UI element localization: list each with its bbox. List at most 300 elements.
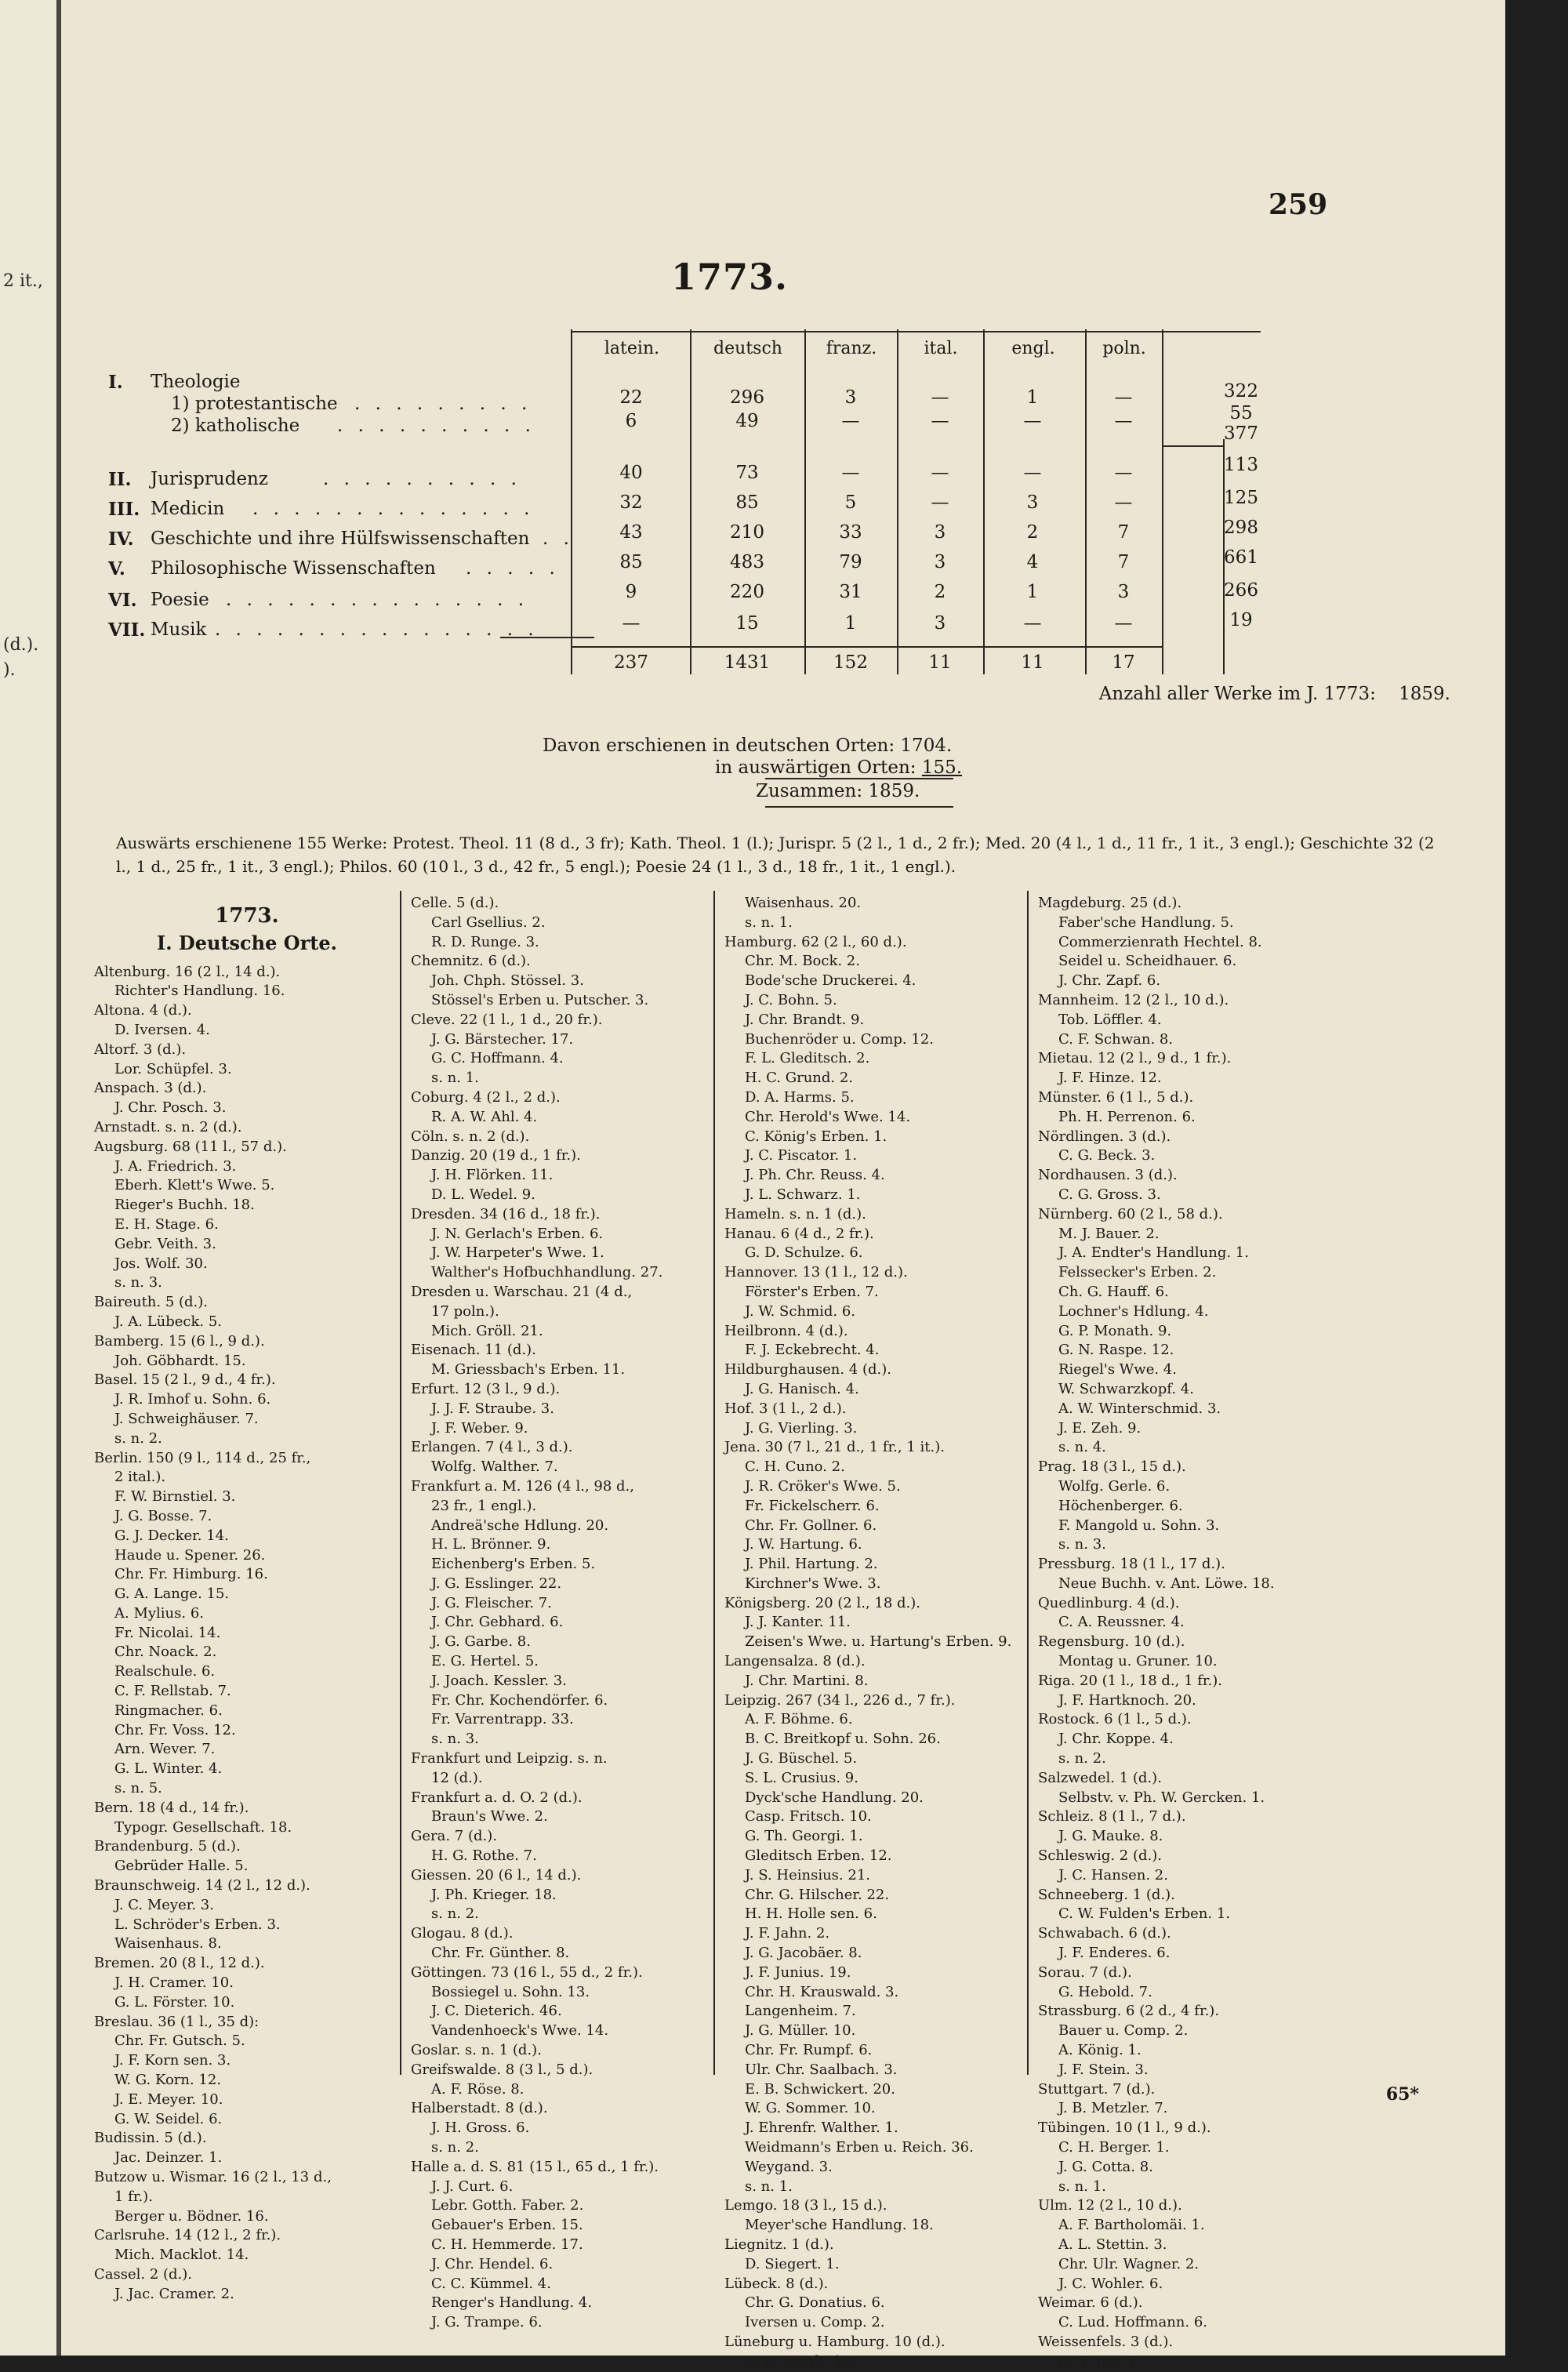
publisher-entry: s. n. 1. <box>1058 2178 1106 2195</box>
publisher-entry: Kirchner's Wwe. 3. <box>745 1575 881 1592</box>
column-total: 152 <box>833 652 868 673</box>
group-label: Theologie <box>151 372 241 392</box>
publisher-entry: J. F. Jahn. 2. <box>745 1925 830 1942</box>
publisher-entry: C. F. Schwan. 8. <box>1058 1030 1174 1048</box>
cell: 7 <box>1117 552 1130 572</box>
publisher-entry: Buchenröder u. Comp. 12. <box>745 1030 934 1048</box>
previous-page-edge <box>0 0 56 2356</box>
city-entry: Goslar. s. n. 1 (d.). <box>411 2042 542 2059</box>
city-entry: Prag. 18 (3 l., 15 d.). <box>1038 1458 1186 1476</box>
publisher-entry: J. F. Enderes. 6. <box>1058 1945 1171 1962</box>
publisher-entry: J. G. Trampe. 6. <box>431 2314 543 2331</box>
cell: 73 <box>735 463 759 483</box>
publisher-entry: Wolfg. Gerle. 6. <box>1058 1477 1171 1495</box>
city-entry: Butzow u. Wismar. 16 (2 l., 13 d., <box>94 2169 332 2185</box>
publisher-entry: s. n. 5. <box>114 1780 162 1797</box>
publisher-entry: J. Chr. Gebhard. 6. <box>431 1614 564 1631</box>
cell: 15 <box>735 613 759 634</box>
city-entry: Basel. 15 (2 l., 9 d., 4 fr.). <box>94 1371 276 1389</box>
lang-header: latein. <box>604 339 660 358</box>
publisher-entry: Joh. Göbhardt. 15. <box>114 1352 246 1369</box>
publisher-entry: Langenheim. 7. <box>745 2003 856 2020</box>
leader-dots: . . . . . . . . . . . . . . <box>252 499 535 519</box>
foreign-places-label: in auswärtigen Orten: <box>715 757 916 778</box>
publisher-entry: C. G. Gross. 3. <box>1058 1186 1161 1203</box>
cell: — <box>1114 387 1133 408</box>
foreign-places <box>715 757 962 778</box>
publisher-entry: J. C. Bohn. 5. <box>745 991 837 1008</box>
publisher-entry: J. Joach. Kessler. 3. <box>431 1672 567 1689</box>
cell: 210 <box>730 522 764 543</box>
publisher-entry: C. H. Berger. 1. <box>1058 2139 1170 2156</box>
publisher-entry: J. F. Stein. 3. <box>1058 2061 1149 2078</box>
cell: — <box>1023 613 1042 634</box>
publisher-entry: Haude u. Spener. 26. <box>114 1546 266 1564</box>
group-roman: III. <box>108 499 140 520</box>
group-label: Poesie <box>151 590 209 610</box>
publisher-entry: J. Chr. Zapf. 6. <box>1058 972 1161 990</box>
city-entry: Altorf. 3 (d.). <box>94 1041 187 1058</box>
cell: 1 <box>1026 387 1039 408</box>
city-entry: Magdeburg. 25 (d.). <box>1038 895 1182 911</box>
publisher-entry: J. G. Bosse. 7. <box>114 1507 212 1524</box>
publisher-entry: D. Iversen. 4. <box>114 1021 210 1038</box>
publisher-entry: Joh. Chph. Stössel. 3. <box>431 972 584 990</box>
publisher-entry: C. Lud. Hoffmann. 6. <box>1058 2314 1208 2331</box>
column-total: 11 <box>928 652 952 673</box>
publisher-entry: Chr. Fr. Gutsch. 5. <box>114 2032 245 2050</box>
cell: 22 <box>619 387 643 408</box>
publisher-entry: J. W. Hartung. 6. <box>745 1536 862 1553</box>
city-entry: Sorau. 7 (d.). <box>1038 1963 1132 1981</box>
publisher-entry: G. L. Winter. 4. <box>114 1760 223 1778</box>
publisher-entry: J. H. Cramer. 10. <box>114 1974 234 1992</box>
publisher-entry: J. F. Korn sen. 3. <box>114 2052 231 2069</box>
city-entry: Schwabach. 6 (d.). <box>1038 1925 1171 1942</box>
city-entry: Frankfurt a. M. 126 (4 l., 98 d., <box>411 1477 634 1495</box>
publisher-entry: J. G. Müller. 10. <box>745 2022 856 2040</box>
city-entry: Königsberg. 20 (2 l., 18 d.). <box>724 1594 921 1611</box>
publisher-entry: J. H. Gross. 6. <box>431 2120 530 2137</box>
year-title: 1773. <box>671 256 789 298</box>
city-entry: Hamburg. 62 (2 l., 60 d.). <box>724 933 907 950</box>
publisher-entry: J. E. Zeh. 9. <box>1058 1419 1142 1437</box>
page-number: 259 <box>1269 188 1328 221</box>
city-entry: Strassburg. 6 (2 d., 4 fr.). <box>1038 2003 1220 2020</box>
publisher-entry: H. G. Rothe. 7. <box>431 1847 537 1865</box>
publisher-entry: J. Chr. Koppe. 4. <box>1058 1731 1174 1748</box>
city-entry: Halle a. d. S. 81 (15 l., 65 d., 1 fr.). <box>411 2158 659 2175</box>
city-entry: Breslau. 36 (1 l., 35 d): <box>94 2013 260 2030</box>
publisher-entry: F. L. Gleditsch. 2. <box>745 1050 870 1067</box>
publisher-entry: M. Griessbach's Erben. 11. <box>431 1361 626 1379</box>
publisher-entry: J. J. F. Straube. 3. <box>431 1400 554 1417</box>
city-entry: Frankfurt und Leipzig. s. n. <box>411 1750 608 1767</box>
city-entry: Nürnberg. 60 (2 l., 58 d.). <box>1038 1205 1223 1222</box>
publisher-entry: J. A. Lübeck. 5. <box>114 1313 223 1330</box>
cell: — <box>841 411 860 431</box>
city-entry: Dresden. 34 (16 d., 18 fr.). <box>411 1205 601 1222</box>
row-total: 125 <box>1224 488 1258 508</box>
city-entry: Celle. 5 (d.). <box>411 895 499 911</box>
group-label: Musik <box>151 619 207 640</box>
publisher-entry: Jos. Wolf. 30. <box>114 1255 208 1272</box>
publisher-entry: J. F. Hinze. 12. <box>1058 1070 1162 1087</box>
publisher-entry: s. n. 1. <box>745 2178 793 2195</box>
lang-header: deutsch <box>713 339 782 358</box>
publisher-entry: J. F. Hartknoch. 20. <box>1058 1691 1196 1709</box>
publisher-entry: J. Chr. Brandt. 9. <box>745 1011 865 1028</box>
publisher-entry: s. n. 1. <box>431 1070 479 1087</box>
cell: 2 <box>1026 522 1039 543</box>
cell: 3 <box>844 387 857 408</box>
publisher-entry: Chr. Fr. Voss. 12. <box>114 1721 236 1738</box>
publisher-entry: R. D. Runge. 3. <box>431 933 539 950</box>
cell: — <box>622 613 641 634</box>
publisher-entry: Richter's Handlung. 16. <box>114 983 285 1000</box>
publisher-entry: G. Th. Georgi. 1. <box>745 1828 863 1845</box>
foreign-works-summary: Auswärts erschienene 155 Werke: Protest. Theol. 11 (8 d., 3 fr); Kath. Theol. 1 (l.); Jurispr. 5 (2 l., 1 d., 2 fr.); Med. 20 (4 l., 1 d., 11 fr., 1 it., 3 engl.); Geschichte 32 (2 l., 1 d., 25 fr., 1 it., 3 engl.); Philos. 60 (10 l., 3 d., 42 fr., 5 engl.); Poesie 24 (1 l., 3 d., 18 fr., 1 it., 1 engl.). <box>116 834 1435 876</box>
city-entry: Leipzig. 267 (34 l., 226 d., 7 fr.). <box>724 1691 956 1709</box>
lang-header: engl. <box>1011 339 1055 358</box>
publisher-entry: J. B. Metzler. 7. <box>1058 2100 1168 2117</box>
cell: — <box>1114 613 1133 634</box>
publisher-entry: W. Schwarzkopf. 4. <box>1058 1380 1194 1397</box>
city-entry: Schleiz. 8 (1 l., 7 d.). <box>1038 1808 1186 1825</box>
publisher-entry: G. N. Raspe. 12. <box>1058 1342 1174 1359</box>
city-entry: Gera. 7 (d.). <box>411 1828 497 1845</box>
cell: 3 <box>1117 582 1130 602</box>
publisher-entry: D. Siegert. 1. <box>745 2255 840 2272</box>
publisher-entry: J. W. Schmid. 6. <box>745 1302 856 1320</box>
cell: — <box>1114 463 1133 483</box>
publisher-entry: J. F. Weber. 9. <box>431 1419 528 1437</box>
publisher-entry: J. C. Meyer. 3. <box>114 1896 214 1913</box>
leader-dots: . . <box>543 529 574 549</box>
publisher-entry: R. A. W. Ahl. 4. <box>431 1108 538 1125</box>
publisher-entry: E. G. Hertel. 5. <box>431 1653 539 1670</box>
city-entry: Lüneburg u. Hamburg. 10 (d.). <box>724 2333 946 2350</box>
publisher-entry: Mich. Macklot. 14. <box>114 2247 249 2264</box>
publisher-entry: J. A. Friedrich. 3. <box>114 1157 237 1175</box>
publisher-entry: J. G. Cotta. 8. <box>1058 2158 1153 2175</box>
publisher-entry: 17 poln.). <box>431 1302 499 1320</box>
city-entry: Baireuth. 5 (d.). <box>94 1294 209 1311</box>
publisher-entry: s. n. 3. <box>431 1731 479 1748</box>
publisher-entry: Fr. Chr. Kochendörfer. 6. <box>431 1691 608 1709</box>
publisher-entry: Realschule. 6. <box>114 1663 216 1680</box>
publisher-entry: Lochner's Hdlung. 4. <box>1058 1302 1209 1320</box>
city-entry: Münster. 6 (1 l., 5 d.). <box>1038 1088 1194 1106</box>
publisher-entry: Jac. Deinzer. 1. <box>114 2149 223 2167</box>
cell: 3 <box>934 522 946 543</box>
publisher-entry: J. G. Jacobäer. 8. <box>745 1945 862 1962</box>
column-total: 17 <box>1112 652 1135 673</box>
lang-header: poln. <box>1102 339 1146 358</box>
publisher-entry: Meyer'sche Handlung. 18. <box>745 2217 934 2234</box>
publisher-entry: s. n. 1. <box>745 914 793 931</box>
margin-fragment: ). <box>3 660 16 680</box>
publisher-entry: J. A. Endter's Handlung. 1. <box>1058 1244 1249 1262</box>
city-entry: Bamberg. 15 (6 l., 9 d.). <box>94 1332 265 1349</box>
cell: 40 <box>619 463 643 483</box>
city-entry: Weissenfels. 3 (d.). <box>1038 2333 1174 2350</box>
works-total-label: Anzahl aller Werke im J. 1773: <box>1098 684 1376 704</box>
publisher-entry: G. A. Lange. 15. <box>114 1586 230 1603</box>
publisher-entry: C. H. Cuno. 2. <box>745 1458 845 1476</box>
publisher-entry: J. H. Flörken. 11. <box>431 1167 554 1184</box>
city-entry: Weimar. 6 (d.). <box>1038 2294 1143 2312</box>
publisher-entry: Carl Gsellius. 2. <box>431 914 546 931</box>
publisher-entry: J. G. Mauke. 8. <box>1058 1828 1163 1845</box>
publisher-entry: J. G. Bärstecher. 17. <box>431 1030 574 1048</box>
row-total: 266 <box>1224 580 1258 601</box>
publisher-entry: A. F. Bartholomäi. 1. <box>1058 2217 1205 2234</box>
publisher-entry: Waisenhaus. 8. <box>114 1935 222 1952</box>
cell: — <box>1023 463 1042 483</box>
cell: 79 <box>839 552 862 572</box>
publisher-entry: J. Ehrenfr. Walther. 1. <box>745 2120 898 2137</box>
publisher-entry: 2 ital.). <box>114 1469 166 1486</box>
city-entry: Lübeck. 8 (d.). <box>724 2275 829 2292</box>
publisher-entry: C. C. Kümmel. 4. <box>431 2275 551 2292</box>
city-entry: Danzig. 20 (19 d., 1 fr.). <box>411 1147 581 1164</box>
city-entry: Braunschweig. 14 (2 l., 12 d.). <box>94 1877 310 1894</box>
margin-fragment: 2 it., <box>3 271 43 291</box>
city-entry: Altenburg. 16 (2 l., 14 d.). <box>94 963 281 980</box>
publisher-column-3 <box>724 894 1030 2372</box>
publisher-entry: Felssecker's Erben. 2. <box>1058 1264 1217 1281</box>
publisher-entry: J. J. Curt. 6. <box>431 2178 514 2195</box>
publisher-entry: Chr. Herold's Wwe. 14. <box>745 1108 911 1125</box>
publisher-entry: Weidmann's Erben u. Reich. 36. <box>745 2139 974 2156</box>
row-total: 661 <box>1224 547 1258 568</box>
publisher-entry: G. L. Förster. 10. <box>114 1993 235 2011</box>
row-total: 19 <box>1229 610 1253 630</box>
city-entry: Giessen. 20 (6 l., 14 d.). <box>411 1866 582 1883</box>
publisher-entry: s. n. 2. <box>1058 1750 1106 1767</box>
publisher-entry: J. C. Wohler. 6. <box>1058 2275 1163 2292</box>
publisher-entry: Höchenberger. 6. <box>1058 1497 1183 1514</box>
german-places-label: Davon erschienen in deutschen Orten: <box>543 736 895 756</box>
city-entry: Tübingen. 10 (1 l., 9 d.). <box>1038 2120 1211 2137</box>
city-entry: Berlin. 150 (9 l., 114 d., 25 fr., <box>94 1449 311 1466</box>
column-total: 11 <box>1021 652 1044 673</box>
city-entry: Glogau. 8 (d.). <box>411 1925 514 1942</box>
column-total: 1431 <box>724 652 771 673</box>
city-entry: Nördlingen. 3 (d.). <box>1038 1128 1171 1145</box>
publisher-entry: Chr. Noack. 2. <box>114 1644 217 1661</box>
publisher-entry: Zeisen's Wwe. u. Hartung's Erben. 9. <box>745 1633 1012 1651</box>
city-entry: Pressburg. 18 (1 l., 17 d.). <box>1038 1556 1225 1573</box>
publisher-entry: G. Hebold. 7. <box>1058 1983 1152 2000</box>
cell: 1 <box>1026 582 1039 602</box>
german-places <box>543 736 952 756</box>
publisher-entry: H. C. Grund. 2. <box>745 1070 854 1087</box>
publisher-entry: J. R. Cröker's Wwe. 5. <box>745 1477 901 1495</box>
publisher-entry: B. C. Breitkopf u. Sohn. 26. <box>745 1731 941 1748</box>
city-entry: Mannheim. 12 (2 l., 10 d.). <box>1038 991 1229 1008</box>
german-places-value: 1704. <box>900 736 953 756</box>
publisher-entry: S. L. Crusius. 9. <box>745 1769 858 1786</box>
publisher-entry: Gebr. Veith. 3. <box>114 1235 216 1252</box>
publisher-entry: s. n. 4. <box>1058 1439 1106 1456</box>
cell: 220 <box>730 582 764 602</box>
publisher-entry: Chr. Ulr. Wagner. 2. <box>1058 2255 1200 2272</box>
publisher-entry: L. Schröder's Erben. 3. <box>114 1916 281 1933</box>
publisher-entry: G. C. Berth. 10. <box>745 2352 856 2370</box>
group-label: Philosophische Wissenschaften <box>151 558 436 579</box>
group-label: Medicin <box>151 499 225 519</box>
publisher-column-2 <box>411 894 717 2333</box>
publisher-entry: J. G. Hanisch. 4. <box>745 1380 859 1397</box>
publisher-entry: Chr. Fr. Gollner. 6. <box>745 1517 877 1534</box>
city-entry: Lemgo. 18 (3 l., 15 d.). <box>724 2197 887 2214</box>
publisher-entry: A. König. 1. <box>1058 2042 1142 2059</box>
subrow-label: 1) protestantische <box>171 394 338 414</box>
publisher-entry: 23 fr., 1 engl.). <box>431 1497 537 1514</box>
publisher-entry: Chr. Fr. Rumpf. 6. <box>745 2042 873 2059</box>
publisher-entry: J. J. Kanter. 11. <box>745 1614 851 1631</box>
publisher-entry: G. C. Hoffmann. 4. <box>431 1050 564 1067</box>
publisher-entry: J. Chr. Hendel. 6. <box>431 2255 554 2272</box>
city-entry: Liegnitz. 1 (d.). <box>724 2236 834 2253</box>
publisher-entry: E. H. Stage. 6. <box>114 1215 219 1233</box>
publisher-entry: Stössel's Erben u. Putscher. 3. <box>431 991 649 1008</box>
group-roman: VII. <box>108 619 146 641</box>
column-total: 237 <box>614 652 648 673</box>
city-entry: Schneeberg. 1 (d.). <box>1038 1886 1175 1903</box>
publisher-entry: J. S. Heinsius. 21. <box>745 1866 870 1883</box>
cell: — <box>841 463 860 483</box>
city-entry: Brandenburg. 5 (d.). <box>94 1838 241 1855</box>
publisher-entry: Bossiegel u. Sohn. 13. <box>431 1983 590 2000</box>
group-label: Geschichte und ihre Hülfswissenschaften <box>151 529 530 549</box>
cell: 85 <box>735 492 759 513</box>
publisher-entry: C. A. Reussner. 4. <box>1058 1614 1185 1631</box>
publisher-entry: H. H. Holle sen. 6. <box>745 1905 877 1923</box>
cell: 5 <box>844 492 857 513</box>
city-entry: Halberstadt. 8 (d.). <box>411 2100 548 2117</box>
publisher-entry: D. A. Harms. 5. <box>745 1088 855 1106</box>
publisher-entry: Berger u. Bödner. 16. <box>114 2207 269 2225</box>
publisher-entry: Renger's Handlung. 4. <box>431 2294 593 2312</box>
city-entry: Eisenach. 11 (d.). <box>411 1342 536 1359</box>
leader-dots: . . . . . . . . . . <box>337 416 535 436</box>
group-roman: I. <box>108 372 123 393</box>
publisher-entry: Fr. Nicolai. 14. <box>114 1624 221 1641</box>
publisher-entry: J. Phil. Hartung. 2. <box>745 1556 878 1573</box>
leader-dots: . . . . . . . . . . <box>323 469 521 489</box>
publisher-entry: Seidel u. Scheidhauer. 6. <box>1058 953 1237 970</box>
cell: 483 <box>730 552 764 572</box>
city-entry: Hanau. 6 (4 d., 2 fr.). <box>724 1225 874 1242</box>
cell: 4 <box>1026 552 1039 572</box>
publisher-entry: Selbstv. v. Ph. W. Gercken. 1. <box>1058 1789 1265 1806</box>
publisher-entry: Wolfg. Walther. 7. <box>431 1458 558 1476</box>
publisher-entry: J. Ph. Chr. Reuss. 4. <box>745 1167 885 1184</box>
cell: 9 <box>625 582 637 602</box>
city-entry: Göttingen. 73 (16 l., 55 d., 2 fr.). <box>411 1963 643 1981</box>
publisher-entry: Eberh. Klett's Wwe. 5. <box>114 1177 275 1194</box>
publisher-entry: Gebauer's Erben. 15. <box>431 2217 583 2234</box>
publisher-entry: Riegel's Wwe. 4. <box>1058 1361 1177 1379</box>
city-entry: Cassel. 2 (d.). <box>94 2265 193 2283</box>
publisher-entry: J. F. Junius. 19. <box>745 1963 851 1981</box>
places-sum <box>756 781 920 801</box>
city-entry: Coburg. 4 (2 l., 2 d.). <box>411 1088 561 1106</box>
lang-header: franz. <box>826 339 877 358</box>
publisher-column-4 <box>1038 894 1344 2372</box>
publisher-entry: Walther's Hofbuchhandlung. 27. <box>431 1264 663 1281</box>
publisher-entry: G. D. Schulze. 6. <box>745 1244 863 1262</box>
city-entry: Cöln. s. n. 2 (d.). <box>411 1128 530 1145</box>
publisher-entry: Montag u. Gruner. 10. <box>1058 1653 1218 1670</box>
publisher-entry: Ulr. Chr. Saalbach. 3. <box>745 2061 898 2078</box>
publisher-entry: J. E. Meyer. 10. <box>114 2090 223 2108</box>
publisher-entry: F. J. Eckebrecht. 4. <box>745 1342 880 1359</box>
margin-fragment: (d.). <box>3 635 39 655</box>
list-heading: I. Deutsche Orte. <box>156 931 337 954</box>
publisher-entry: Commerzienrath Hechtel. 8. <box>1058 933 1262 950</box>
city-entry: Langensalza. 8 (d.). <box>724 1653 866 1670</box>
city-entry: Budissin. 5 (d.). <box>94 2130 207 2147</box>
publisher-entry: Braun's Wwe. 2. <box>431 1808 548 1825</box>
publisher-entry: Typogr. Gesellschaft. 18. <box>114 1818 292 1836</box>
publisher-entry: Andreä'sche Hdlung. 20. <box>431 1517 609 1534</box>
publisher-entry: J. C. Piscator. 1. <box>745 1147 858 1164</box>
publisher-entry: J. N. Gerlach's Erben. 6. <box>431 1225 604 1242</box>
works-total-value: 1859. <box>1399 684 1450 704</box>
publisher-entry: J. Chr. Posch. 3. <box>114 1099 227 1117</box>
publisher-entry: Waisenhaus. 20. <box>745 895 862 911</box>
publisher-column-1 <box>94 894 400 2305</box>
cell: — <box>931 411 949 431</box>
subrow-label: 2) katholische <box>171 416 300 436</box>
group-roman: V. <box>108 558 125 579</box>
publisher-entry: F. W. Birnstiel. 3. <box>114 1488 236 1506</box>
publisher-entry: Fr. Fickelscherr. 6. <box>745 1497 880 1514</box>
city-entry: Anspach. 3 (d.). <box>94 1080 207 1097</box>
publisher-entry: Arn. Wever. 7. <box>114 1741 216 1758</box>
city-entry: Chemnitz. 6 (d.). <box>411 953 531 970</box>
city-entry: Arnstadt. s. n. 2 (d.). <box>94 1118 242 1135</box>
publisher-entry: Neue Buchh. v. Ant. Löwe. 18. <box>1058 1575 1275 1592</box>
publisher-entry: Fr. Varrentrapp. 33. <box>431 1711 574 1728</box>
publisher-entry: J. C. Dieterich. 46. <box>431 2003 562 2020</box>
city-entry: Mietau. 12 (2 l., 9 d., 1 fr.). <box>1038 1050 1232 1067</box>
publisher-entry: Förster's Erben. 7. <box>745 1283 879 1300</box>
publisher-entry: Eichenberg's Erben. 5. <box>431 1556 596 1573</box>
city-entry: Schleswig. 2 (d.). <box>1038 1847 1162 1865</box>
publisher-entry: G. W. Seidel. 6. <box>114 2110 223 2127</box>
publisher-entry: Gebrüder Halle. 5. <box>114 1858 249 1875</box>
city-entry: Altona. 4 (d.). <box>94 1002 192 1019</box>
publisher-entry: J. Schweighäuser. 7. <box>114 1410 259 1427</box>
city-entry: Bremen. 20 (8 l., 12 d.). <box>94 1955 265 1972</box>
cell: — <box>1023 411 1042 431</box>
publisher-entry: Gleditsch Erben. 12. <box>745 1847 892 1865</box>
publisher-entry: C. H. Hemmerde. 17. <box>431 2236 583 2253</box>
cell: 3 <box>1026 492 1039 513</box>
cell: 2 <box>934 582 946 602</box>
publisher-entry: A. L. Stettin. 3. <box>1058 2236 1167 2253</box>
publisher-entry: D. L. Wedel. 9. <box>431 1186 535 1203</box>
publisher-entry: Lebr. Gotth. Faber. 2. <box>431 2197 584 2214</box>
publisher-entry: M. J. Bauer. 2. <box>1058 1225 1160 1242</box>
publisher-entry: J. G. Garbe. 8. <box>431 1633 531 1651</box>
leader-dots: . . . . . . . . . <box>354 394 532 414</box>
